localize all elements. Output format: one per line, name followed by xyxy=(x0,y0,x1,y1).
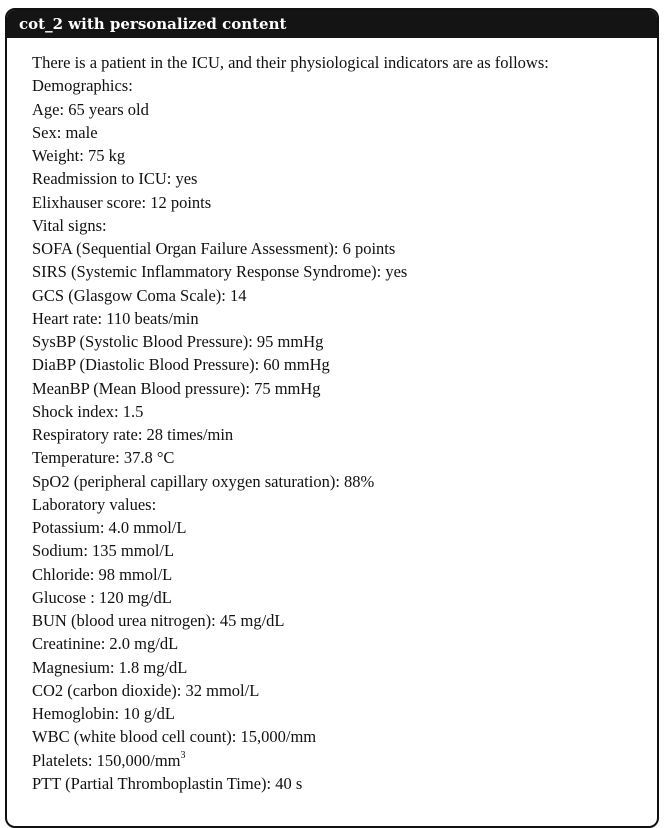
age-line: Age: 65 years old xyxy=(32,99,149,119)
heart-rate-line: Heart rate: 110 beats/min xyxy=(32,308,199,328)
shock-index-line: Shock index: 1.5 xyxy=(32,401,144,421)
potassium-line: Potassium: 4.0 mmol/L xyxy=(32,518,187,537)
hemoglobin-line: Hemoglobin: 10 g/dL xyxy=(32,704,175,723)
ptt-line: PTT (Partial Thromboplastin Time): 40 s xyxy=(32,773,303,793)
diabp-line: DiaBP (Diastolic Blood Pressure): 60 mmHg xyxy=(32,355,330,375)
platelets-text: Platelets: 150,000/mm xyxy=(32,750,181,770)
sirs-line: SIRS (Systemic Inflammatory Response Syndrome): yes xyxy=(32,262,408,282)
prompt-box xyxy=(5,8,659,828)
weight-line: Weight: 75 kg xyxy=(32,146,126,165)
resp-rate-line: Respiratory rate: 28 times/min xyxy=(32,425,234,444)
meanbp-line: MeanBP (Mean Blood pressure): 75 mmHg xyxy=(32,378,321,398)
box-body xyxy=(7,38,657,795)
sysbp-line: SysBP (Systolic Blood Pressure): 95 mmHg xyxy=(32,332,324,351)
bun-line: BUN (blood urea nitrogen): 45 mg/dL xyxy=(32,611,285,630)
box-header xyxy=(7,10,657,38)
intro-line: There is a patient in the ICU, and their physiological indicators are as follows: xyxy=(32,53,549,72)
sex-line: Sex: male xyxy=(32,122,98,142)
platelets-line xyxy=(32,749,633,772)
spo2-line: SpO2 (peripheral capillary oxygen saturation): 88% xyxy=(32,471,375,491)
magnesium-line: Magnesium: 1.8 mg/dL xyxy=(32,657,188,677)
chloride-line: Chloride: 98 mmol/L xyxy=(32,564,173,584)
demographics-heading: Demographics: xyxy=(32,76,133,96)
readmission-line: Readmission to ICU: yes xyxy=(32,169,198,189)
gcs-line: GCS (Glasgow Coma Scale): 14 xyxy=(32,285,247,305)
elixhauser-line: Elixhauser score: 12 points xyxy=(32,192,212,212)
sodium-line: Sodium: 135 mmol/L xyxy=(32,541,175,561)
sofa-line: SOFA (Sequential Organ Failure Assessment): 6 points xyxy=(32,239,396,258)
co2-line: CO2 (carbon dioxide): 32 mmol/L xyxy=(32,680,260,700)
wbc-line: WBC (white blood cell count): 15,000/mm xyxy=(32,727,317,747)
box-title: cot_2 with personalized content xyxy=(19,15,287,33)
glucose-line: Glucose : 120 mg/dL xyxy=(32,587,172,607)
vitals-heading: Vital signs: xyxy=(32,215,107,235)
lab-heading: Laboratory values: xyxy=(32,494,157,514)
platelets-exponent: 3 xyxy=(180,750,186,761)
temperature-line: Temperature: 37.8 °C xyxy=(32,448,175,468)
creatinine-line: Creatinine: 2.0 mg/dL xyxy=(32,634,179,654)
